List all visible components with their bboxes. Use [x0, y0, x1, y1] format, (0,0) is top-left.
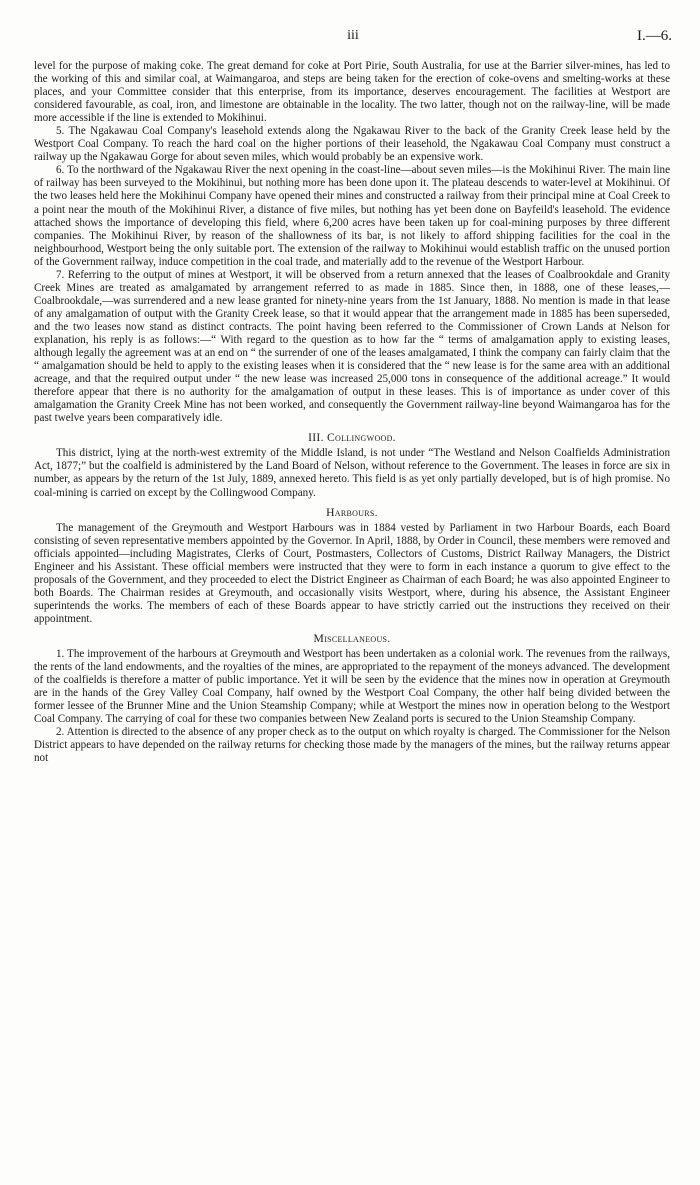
- paragraph-6-mokihinui: 6. To the northward of the Ngakawau River the next opening in the coast-line—about seven miles—is the Mokihinui River. The main line of railway has been surveyed to the Mokihinui, but nothing more has been done upon it. The plateau descends to water-level at Mokihinui. Of the two leases held here the Mokihinui Company have opened their mines and constructed a railway from their principal mine at Coal Creek to a point near the mouth of the Mokihinui River, a distance of five miles, but nothing has yet been done on Bayfeild's leasehold. The evidence attached shows the importance of developing this field, where 6,200 acres have been taken up for coal-mining purposes by three different companies. The Mokihinui River, by reason of the shallowness of its bar, is not likely to afford shipping facilities for the coal in the neighbourhood, Westport being the only suitable port. The extension of the railway to Mokihinui would establish traffic on the unused portion of the Government railway, induce competition in the coal trade, and materially add to the revenue of the Westport Harbour.: [34, 164, 670, 268]
- section-heading-harbours: Harbours.: [326, 505, 378, 519]
- paragraph-collingwood: This district, lying at the north-west extremity of the Middle Island, is not under “The Westland and Nelson Coalfields Administration Act, 1877;” but the coalfield is administered by the Land Board of Nelson, without reference to the Government. The leases in force are six in number, as appears by the return of the 1st July, 1889, annexed hereto. This field is as yet only partially developed, but is of high promise. No coal-mining is carried on except by the Collingwood Company.: [34, 447, 670, 499]
- paragraph-7-output: 7. Referring to the output of mines at Westport, it will be observed from a return annexed that the leases of Coalbrookdale and Granity Creek Mines are treated as amalgamated by arrangement referred to as made in 1885. Since then, in 1888, one of these leases,—Coalbrookdale,—was surrendered and a new lease granted for ninety-nine years from the 1st January, 1888. No mention is made in that lease of any amalgamation of output with the Granity Creek lease, so that it would appear that the arrangement made in 1885 has been superseded, and the two leases now stand as distinct contracts. The point having been referred to the Commissioner of Crown Lands at Nelson for explanation, his reply is as follows:—“ With regard to the question as to how far the “ terms of amalgamation apply to existing leases, although legally the agreement was at an end on “ the surrender of one of the leases amalgamated, I think the company can fairly claim that the “ amalgamation should be held to apply to the existing leases when it is considered that the “ new lease is for the same area with an additional acreage, and that the required output under “ the new lease was increased 25,000 tons in consequence of the additional acreage.” It would therefore appear that there is no authority for the amalgamation of output in these leases. This is of importance as under cover of this amalgamation the Granity Creek Mine has not been worked, and consequently the Government railway-line beyond Waimangaroa has for the past twelve years been comparatively idle.: [34, 268, 670, 425]
- paragraph-harbours: The management of the Greymouth and Westport Harbours was in 1884 vested by Parliament in two Harbour Boards, each Board consisting of seven representative members appointed by the Governor. In April, 1888, by Order in Council, these members were removed and officials appointed—including Magistrates, Clerks of Court, Postmasters, Collectors of Customs, District Railway Managers, the District Engineer and his Assistant. These official members were instructed that they were to form in each instance a quorum to give effect to the proposals of the Government, and they proceeded to elect the District Engineer as Chairman of each Board; he was also appointed Engineer to both Boards. The Chairman resides at Greymouth, and occasionally visits Westport, where, during his absence, the Assistant Engineer superintends the works. The members of each of these Boards appear to have strictly carried out the instructions they received on their appointment.: [34, 521, 670, 625]
- page-header: [34, 28, 672, 50]
- section-heading-collingwood: III. Collingwood.: [308, 431, 396, 445]
- document-body: [34, 60, 670, 765]
- paragraph-coke: level for the purpose of making coke. The great demand for coke at Port Pirie, South Australia, for use at the Barrier silver-mines, has led to the working of this and similar coal, at Waimangaroa, and steps are being taken for the erection of coke-ovens and smelting-works at these places, and your Committee consider that this enterprise, from its importance, deserves encouragement. The facilities at Westport are considered favourable, as coal, iron, and limestone are obtainable in the locality. The two latter, though not on the railway-line, will be made more accessible if the line is extended to Mokihinui.: [34, 60, 670, 125]
- paragraph-5-ngakawau: 5. The Ngakawau Coal Company's leasehold extends along the Ngakawau River to the back of the Granity Creek lease held by the Westport Coal Company. To reach the hard coal on the higher portions of their leasehold, the Ngakawau Coal Company must construct a railway up the Ngakawau Gorge for about seven miles, which would probably be an expensive work.: [34, 125, 670, 164]
- page-number: iii: [347, 28, 359, 43]
- section-heading-miscellaneous: Miscellaneous.: [313, 631, 391, 645]
- paragraph-misc-2: 2. Attention is directed to the absence of any proper check as to the output on which royalty is charged. The Commissioner for the Nelson District appears to have depended on the railway returns for checking those made by the managers of the mines, but the railway returns appear not: [34, 726, 670, 765]
- document-reference: I.—6.: [637, 28, 672, 44]
- paragraph-misc-1: 1. The improvement of the harbours at Greymouth and Westport has been undertaken as a colonial work. The revenues from the railways, the rents of the land endowments, and the royalties of the mines, are appropriated to the repayment of the moneys advanced. The development of the coalfields is therefore a matter of public importance. Yet it will be seen by the evidence that the mines now in operation at Greymouth are in the hands of the Grey Valley Coal Company, half owned by the Westport Coal Company, the other half being divided between the former lessee of the Brunner Mine and the Union Steamship Company; while at Westport the mines now in operation belong to the Westport Coal Company. The carrying of coal for these two companies between New Zealand ports is secured to the Union Steamship Company.: [34, 648, 670, 726]
